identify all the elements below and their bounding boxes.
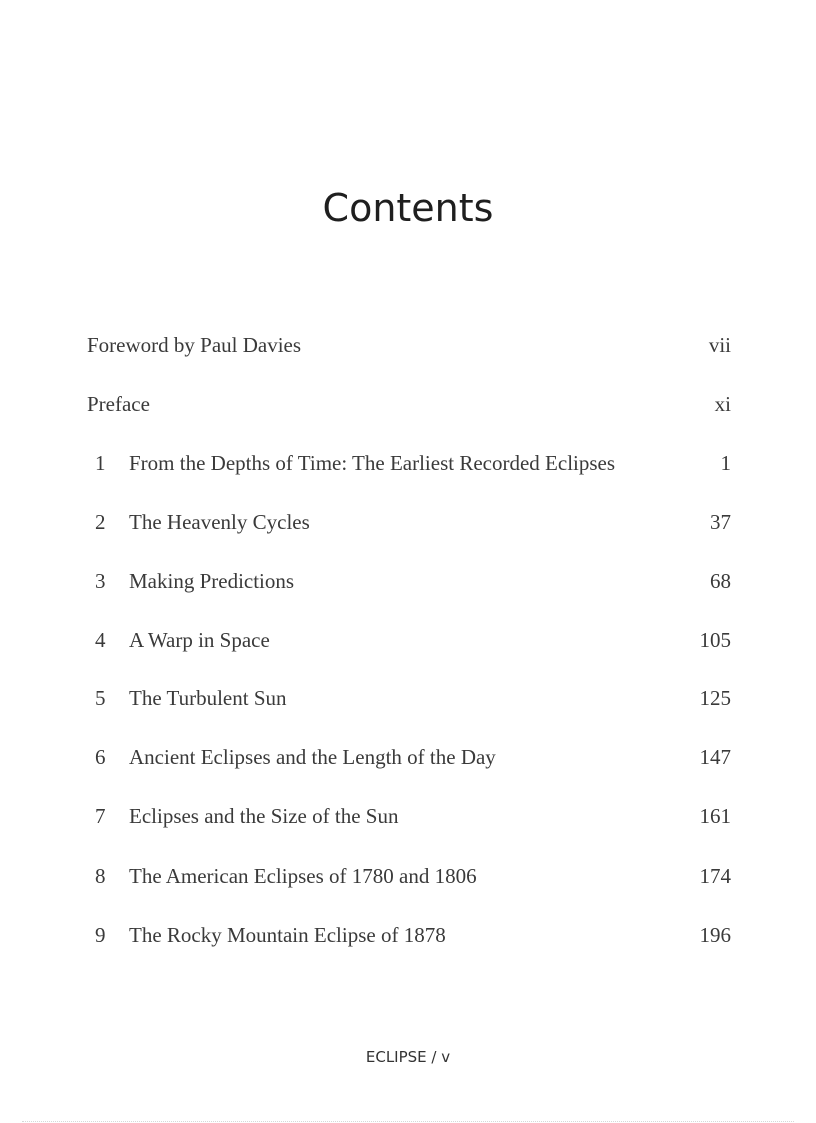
entry-page: 147 bbox=[699, 745, 731, 769]
entry-number: 6 bbox=[95, 745, 106, 769]
entry-number: 9 bbox=[95, 923, 106, 947]
toc-entry-chapter-3[interactable] bbox=[87, 569, 731, 599]
toc-entry-chapter-5[interactable] bbox=[87, 686, 731, 716]
toc-entry-chapter-1[interactable] bbox=[87, 451, 731, 481]
entry-page: 105 bbox=[699, 628, 731, 652]
toc-entry-chapter-7[interactable] bbox=[87, 804, 731, 834]
toc-entry-chapter-4[interactable] bbox=[87, 628, 731, 658]
toc-entry-chapter-6[interactable] bbox=[87, 745, 731, 775]
entry-title: Preface bbox=[87, 392, 150, 416]
entry-title: The Heavenly Cycles bbox=[129, 510, 310, 534]
entry-page: 196 bbox=[699, 923, 731, 947]
toc-entry-preface[interactable] bbox=[87, 392, 731, 422]
page-title: Contents bbox=[322, 186, 494, 230]
entry-page: xi bbox=[714, 392, 731, 416]
entry-page: 1 bbox=[720, 451, 731, 475]
entry-title: Eclipses and the Size of the Sun bbox=[129, 804, 399, 828]
entry-title: From the Depths of Time: The Earliest Recorded Eclipses bbox=[129, 451, 616, 475]
page-footer: ECLIPSE / v bbox=[365, 1048, 451, 1066]
entry-page: vii bbox=[708, 333, 731, 357]
entry-number: 1 bbox=[95, 451, 106, 475]
entry-page: 37 bbox=[710, 510, 731, 534]
toc-entry-chapter-8[interactable] bbox=[87, 864, 731, 894]
toc-entry-foreword[interactable] bbox=[87, 333, 731, 363]
entry-page: 68 bbox=[710, 569, 731, 593]
entry-page: 161 bbox=[699, 804, 731, 828]
entry-title: The Turbulent Sun bbox=[129, 686, 287, 710]
entry-page: 174 bbox=[699, 864, 731, 888]
entry-number: 8 bbox=[95, 864, 106, 888]
entry-number: 5 bbox=[95, 686, 106, 710]
entry-title: The Rocky Mountain Eclipse of 1878 bbox=[129, 923, 446, 947]
toc-entry-chapter-9[interactable] bbox=[87, 923, 731, 953]
entry-title: Making Predictions bbox=[129, 569, 295, 593]
entry-title: Foreword by Paul Davies bbox=[87, 333, 302, 357]
toc-entry-chapter-2[interactable] bbox=[87, 510, 731, 540]
entry-title: The American Eclipses of 1780 and 1806 bbox=[129, 864, 477, 888]
entry-number: 4 bbox=[95, 628, 106, 652]
bottom-divider bbox=[22, 1121, 794, 1122]
entry-number: 2 bbox=[95, 510, 106, 534]
entry-number: 3 bbox=[95, 569, 106, 593]
entry-number: 7 bbox=[95, 804, 106, 828]
entry-title: Ancient Eclipses and the Length of the Day bbox=[129, 745, 496, 769]
entry-title: A Warp in Space bbox=[129, 628, 270, 652]
entry-page: 125 bbox=[699, 686, 731, 710]
